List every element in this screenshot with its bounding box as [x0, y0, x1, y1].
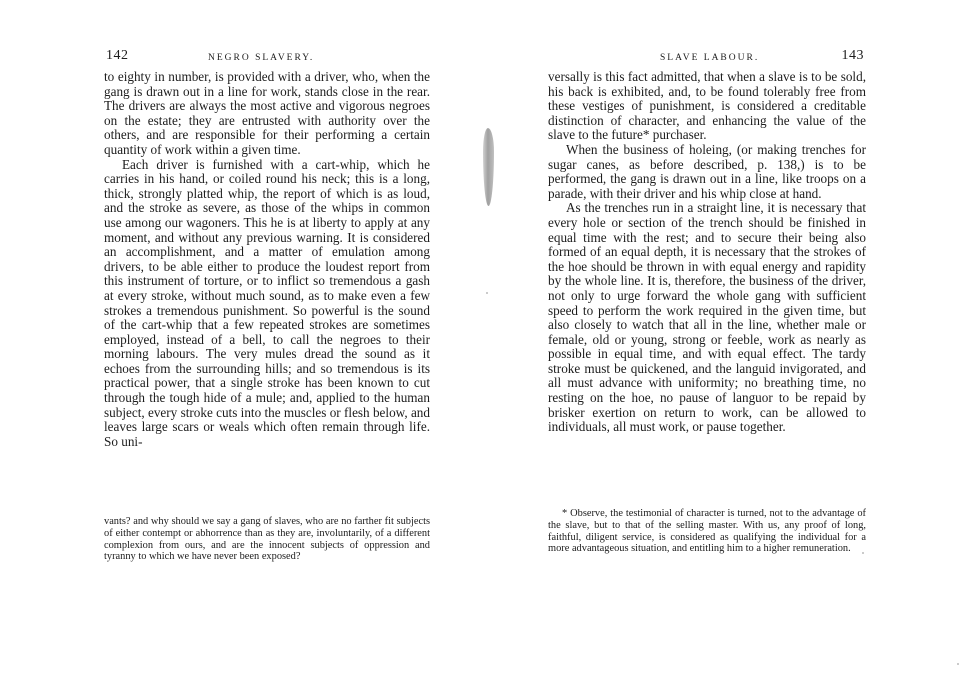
left-footnote	[104, 516, 430, 563]
right-page	[548, 0, 866, 689]
left-running-head: NEGRO SLAVERY.	[208, 53, 315, 63]
right-page-header	[548, 48, 866, 68]
right-paragraph-2: When the business of holeing, (or making trenches for sugar canes, as before described, p. 138,) is to be performed, the gang is drawn out in a line, like troops on a parade, with their driver and his whip close at hand.	[548, 141, 866, 201]
right-footnote-text: * Observe, the testimonial of character is turned, not to the advantage of the slave, but to that of the selling master. With us, any proof of long, faithful, diligent service, is considered as qualifying the individual for a more advantageous situation, and entitling him to a higher remuneration.	[548, 508, 866, 555]
right-paragraph-3: As the trenches run in a straight line, it is necessary that every hole or section of the trench should be finished in equal time with the rest; and to secure their being also formed of an equal depth, it is necessary that the strokes of the hoe should be thrown in with equal energy and rapidity by the whole line. It is, therefore, the business of the driver, not only to urge forward the whole gang with sufficient speed to perform the work required in the given time, but also closely to watch that all in the line, whether male or female, old or young, strong or feeble, work as nearly as possible in equal time, and with equal effect. The tardy stroke must be quickened, and the languid invigorated, and all must advance with uniformity; no breathing time, no resting on the hoe, no pause of languor to be repaid by brisker exertion on return to work, can be allowed to individuals, all must work, or pause together.	[548, 200, 866, 435]
left-paragraph-2: Each driver is furnished with a cart-whip, which he carries in his hand, or coiled round his neck; this is a long, thick, strongly platted whip, the report of which is as loud, and the stroke as severe, as those of the whips in common use among our wagoners. This he is at liberty to apply at any moment, and without any previous warning. It is considered an accomplishment, and a matter of emulation among drivers, to be able either to produce the loudest report from this instrument of torture, or to inflict so tremendous a gash at every stroke, without much sound, as to make even a few strokes a tremendous punishment. So powerful is the sound of the cart-whip that a few repeated strokes are sometimes employed, instead of a bell, to call the negroes to their morning labours. The very mules dread the sound as it echoes from the surrounding hills; and so tremendous is its practical power, that a single stroke has been known to cut through the tough hide of a mule; and, applied to the human subject, every stroke cuts into the muscles or flesh below, and leaves large scars or weals which often remain through life. So uni-	[104, 156, 430, 449]
left-paragraph-1: to eighty in number, is provided with a driver, who, when the gang is drawn out in a line for work, stands close in the rear. The drivers are always the most active and vigorous negroes on the estate; they are entrusted with authority over the others, and are responsible for their performing a certain quantity of work within a given time.	[104, 69, 430, 157]
left-body-text	[104, 70, 430, 449]
left-page-header	[100, 48, 430, 68]
left-page	[100, 0, 430, 689]
right-page-number: 143	[841, 48, 864, 63]
right-footnote	[548, 508, 866, 555]
right-running-head: SLAVE LABOUR.	[660, 53, 760, 63]
left-footnote-text: vants? and why should we say a gang of slaves, who are no farther fit subjects of either contempt or abhorrence than as they are, involuntarily, of a different complexion from ours, and are the innocent subjects of oppression and tyranny to which we have never been exposed?	[104, 516, 430, 563]
right-paragraph-1: versally is this fact admitted, that when a slave is to be sold, his back is exhibited, and, to be found tolerably free from these vestiges of punishment, is considered a creditable distinction of character, and enhancing the value of the slave to the future* purchaser.	[548, 69, 866, 143]
gutter-bleed-mark	[483, 128, 494, 206]
paper-speck	[486, 292, 488, 294]
paper-speck	[957, 663, 959, 665]
left-page-number: 142	[106, 48, 129, 63]
right-body-text	[548, 70, 866, 435]
